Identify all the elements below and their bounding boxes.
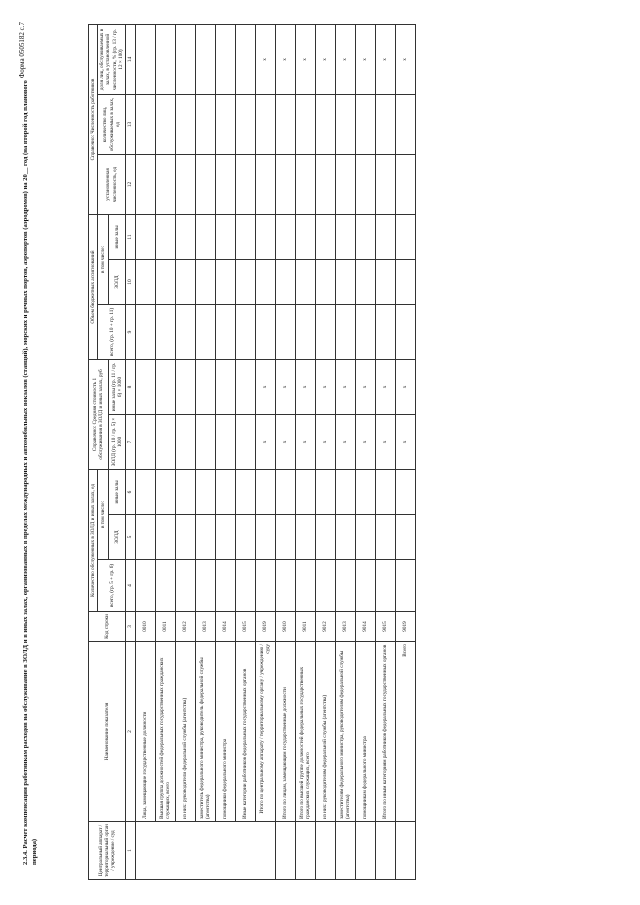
header-col10: ЗОЛД (108, 259, 126, 304)
header-col8: иные залы (гр. 11 / гр. 6) × 1000 (108, 359, 126, 414)
header-col3: Код строки (89, 612, 126, 642)
row-code: 0010 (135, 612, 155, 642)
col-number: 2 (126, 642, 135, 822)
col-number: 5 (126, 515, 135, 560)
table-row (175, 24, 195, 879)
row-code: 0015 (235, 612, 255, 642)
table-row: помощникам федерального министра 9014 x x x (355, 24, 375, 879)
table-row: из них: руководителям федеральной службы (агентства) 9012 x x x (315, 24, 335, 879)
col-number: 10 (126, 259, 135, 304)
col-number: 11 (126, 214, 135, 259)
col-number: 14 (126, 24, 135, 94)
header-col4: всего, (гр. 5 + гр. 6) (98, 560, 126, 612)
col-number: 12 (126, 154, 135, 214)
page-title: 2.3.4. Расчет компенсации работникам расходов на обслуживание в ЗОЛД и в иных залах, организованных в пределах международных и автомобильных вокзалов (станций), морских и речных портов, аэропортов (аэродромов) на 20__ год (на второй год планового периода) (22, 80, 38, 865)
row-code: 9013 (335, 612, 355, 642)
row-code: 0013 (195, 612, 215, 642)
header-col12: установленная численность, ед (98, 154, 126, 214)
col-number: 9 (126, 304, 135, 359)
row-name: помощники федерального министра (215, 642, 235, 822)
header-group-ref: Справочно: Численность работников (89, 24, 98, 214)
form-number: Форма 0505182 с.7 (18, 22, 26, 79)
row-code: 0019 (255, 612, 275, 642)
table-row (155, 24, 175, 879)
row-code: 0012 (175, 612, 195, 642)
header-col11: иные залы (108, 214, 126, 259)
col-number: 7 (126, 414, 135, 469)
header-group-count: Количество обслуженных в ЗОЛД и иных залах, ед (89, 469, 98, 611)
header-col5: ЗОЛД (108, 515, 126, 560)
row-name: Иные категории работников федеральных государственных органов (235, 642, 255, 822)
table-row: Итого по центральному аппарату / территориальному органу / учреждению / суду 0019 x x x (255, 24, 275, 879)
table-row: Итого по высшей группе должностей федеральных государственных гражданских служащих, всего 9011 x x x (295, 24, 315, 879)
row-name: из них: руководителям федеральной службы (агентства) (315, 642, 335, 822)
table-row: Итого по лицам, замещающим государственные должности 9010 x x x (275, 24, 295, 879)
row-code: 0014 (215, 612, 235, 642)
header-col9: всего, (гр. 10 + гр. 11) (98, 304, 126, 359)
header-col7: ЗОЛД (гр. 10 / гр. 5) × 1000 (108, 414, 126, 469)
table-row (235, 24, 255, 879)
col-number: 6 (126, 469, 135, 514)
table-row-total: Всего 9019 x x x (395, 24, 415, 879)
row-name: Итого по высшей группе должностей федеральных государственных гражданских служащих, всего (295, 642, 315, 822)
row-name: Всего (395, 642, 415, 822)
compensation-table (88, 24, 416, 880)
header-group-budget: Объем бюджетных ассигнований (89, 214, 98, 359)
row-name: Итого по лицам, замещающим государственные должности (275, 642, 295, 822)
col-number: 3 (126, 612, 135, 642)
row-name: Высшая группа должностей федеральных государственных гражданских служащих, всего (155, 642, 175, 822)
row-name: из них: руководители федеральной службы (агентства) (175, 642, 195, 822)
col-number: 13 (126, 94, 135, 154)
col-number: 4 (126, 560, 135, 612)
header-col2: Наименование показателя (89, 642, 126, 822)
row-name: помощникам федерального министра (355, 642, 375, 822)
header-col13: количество лиц, обслуживаемых в залах, ед (98, 94, 126, 154)
row-name: Итого по иным категориям работников федеральных государственных органов (375, 642, 395, 822)
row-code: 9014 (355, 612, 375, 642)
header-col1: Центральный аппарат / территориальный орган / учреждение / суд (89, 822, 126, 880)
row-name: заместителям федерального министра, руководителям федеральной службы (агентства) (335, 642, 355, 822)
row-code: 9015 (375, 612, 395, 642)
col-number: 1 (126, 822, 135, 880)
row-name: Лица, замещающие государственные должности (135, 642, 155, 822)
table-row (135, 24, 155, 879)
row-name: заместитель федерального министра, руководитель федеральной службы (агентства) (195, 642, 215, 822)
row-code: 9011 (295, 612, 315, 642)
column-number-row (126, 24, 135, 879)
col-number: 8 (126, 359, 135, 414)
row-code: 0011 (155, 612, 175, 642)
row-code: 9010 (275, 612, 295, 642)
header-group-cost: Справочно: Средняя стоимость 1 обслуживания в ЗОЛД и иных залах, руб (89, 359, 109, 469)
table-row: заместителям федерального министра, руководителям федеральной службы (агентства) 9013 x x x (335, 24, 355, 879)
row-code: 9019 (395, 612, 415, 642)
header-col6: иные залы (108, 469, 126, 514)
table-row: Итого по иным категориям работников федеральных государственных органов 9015 x x x (375, 24, 395, 879)
row-code: 9012 (315, 612, 335, 642)
table-row (195, 24, 215, 879)
table-row (215, 24, 235, 879)
org-cell[interactable] (135, 822, 275, 880)
header-col14: доля лиц, обслуживаемых в залах, в установленной численности, % (гр. 13 / гр. 12 × 100) (98, 24, 126, 94)
header-in-that: в том числе: (98, 469, 108, 559)
row-name: Итого по центральному аппарату / территориальному органу / учреждению / суду (255, 642, 275, 822)
header-in-that-2: в том числе: (98, 214, 108, 304)
